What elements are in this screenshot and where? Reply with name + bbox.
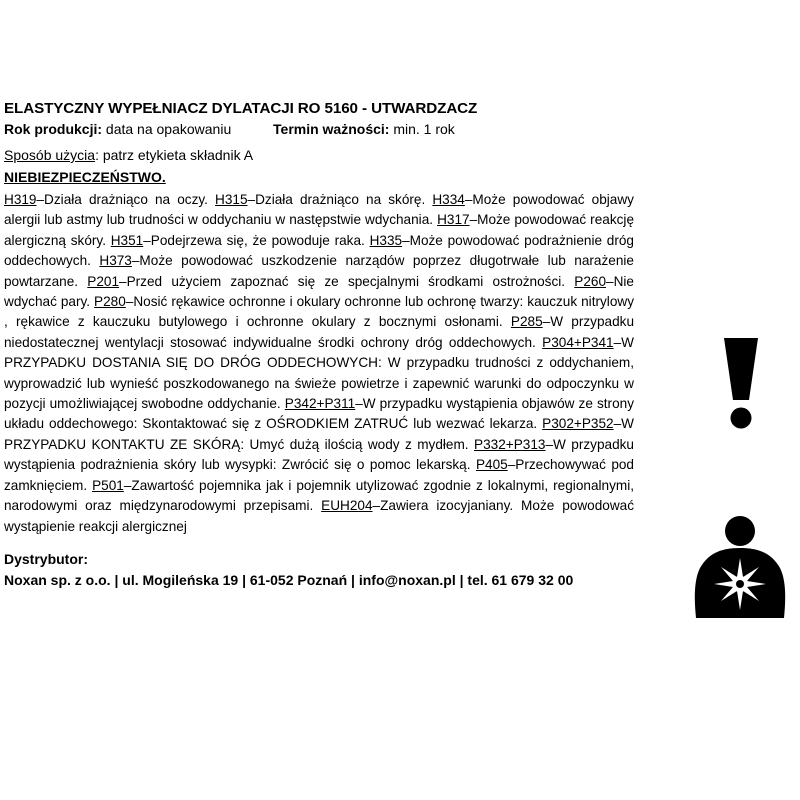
hazard-text: –Przed użyciem zapoznać się ze specjalnymi środkami ostrożności. [119, 273, 575, 289]
production-value: data na opakowaniu [105, 121, 232, 137]
hazard-text: –Może powodować objawy alergii lub astmy lub trudności w oddychaniu w następstwie wdychania. [4, 192, 634, 228]
hazard-statements [4, 190, 634, 537]
hazard-text: –W przypadku wystąpienia objawów ze strony układu oddechowego: Skontaktować się z OŚRODKIEM ZATRUĆ lub wezwać lekarza. [4, 396, 634, 432]
hazard-code: P201 [87, 273, 120, 289]
hazard-text: –Działa drażniąco na skórę. [247, 192, 433, 207]
distributor-label: Dystrybutor: [4, 550, 89, 567]
hazard-heading: NIEBIEZPIECZEŃSTWO. [4, 169, 166, 185]
hazard-text: –Może powodować uszkodzenie narządów poprzez długotrwałe lub narażenie powtarzane. [4, 253, 634, 289]
hazard-code: P501 [92, 477, 124, 493]
health-hazard-icon [690, 514, 790, 622]
hazard-text: –Zawartość pojemnika jak i pojemnik utylizować zgodnie z lokalnymi, regionalnymi, narodowymi oraz międzynarodowymi przepisami. [4, 477, 634, 514]
production-label: Rok produkcji: [4, 121, 103, 137]
hazard-text: –Nie wdychać pary. [4, 273, 634, 310]
hazard-text: –Nosić rękawice ochronne i okulary ochronne lub ochronę twarzy: kauczuk nitrylowy , rękawice z kauczuku butylowego i ochronne okulary z bocznymi osłonami. [4, 294, 634, 330]
hazard-text: –Przechowywać pod zamknięciem. [4, 457, 634, 493]
hazard-text: –Działa drażniąco na oczy. [36, 192, 216, 207]
hazard-code: H317 [437, 212, 470, 228]
hazard-code: P280 [94, 294, 126, 310]
hazard-text: –W PRZYPADKU KONTAKTU ZE SKÓRĄ: Umyć dużą ilością wody z mydłem. [4, 416, 634, 452]
hazard-code: P260 [574, 273, 607, 289]
hazard-text: –Może powodować reakcję alergiczną skóry. [4, 212, 635, 248]
usage-value: : patrz etykieta składnik A [95, 147, 254, 163]
product-label [4, 100, 634, 588]
hazard-code: EUH204 [321, 498, 373, 514]
usage-line [4, 147, 634, 163]
hazard-code: H319 [4, 192, 37, 207]
hazard-text: –Zawiera izocyjaniany. Może powodować wystąpienie reakcji alergicznej [4, 498, 634, 534]
hazard-code: P405 [475, 457, 508, 473]
hazard-code: P304+P341 [542, 334, 614, 350]
hazard-text: –Może powodować podrażnienie dróg oddechowych. [4, 232, 634, 269]
hazard-code: H351 [110, 232, 144, 248]
hazard-code: P285 [510, 314, 543, 330]
hazard-code: P332+P313 [474, 436, 546, 452]
hazard-code: P342+P311 [284, 396, 356, 412]
hazard-code: H334 [432, 192, 465, 207]
hazard-code: H315 [215, 192, 248, 207]
hazard-text: –W PRZYPADKU DOSTANIA SIĘ DO DRÓG ODDECHOWYCH: W przypadku trudności z oddychaniem, wyprowadzić lub wynieść poszkodowanego na świeże powietrze i zapewnić warunki do odpoczynku w pozycji umożliwiającej swobodne oddychanie. [4, 334, 634, 412]
hazard-code: P302+P352 [542, 416, 614, 432]
exclamation-mark-icon [718, 336, 764, 432]
hazard-text: –W przypadku niedostatecznej wentylacji stosować indywidualne środki ochrony dróg oddechowych. [4, 314, 634, 350]
hazard-text: –Podejrzewa się, że powoduje raka. [143, 232, 370, 248]
product-meta [4, 121, 634, 137]
distributor-details: Noxan sp. z o.o. | ul. Mogileńska 19 | 61-052 Poznań | info@noxan.pl | tel. 61 679 32 00 [4, 571, 574, 588]
hazard-text: –W przypadku wystąpienia podrażnienia skóry lub wysypki: Zwrócić się o pomoc lekarską. [4, 436, 634, 473]
hazard-code: H335 [369, 232, 403, 248]
hazard-code: H373 [99, 253, 132, 269]
product-title: ELASTYCZNY WYPEŁNIACZ DYLATACJI RO 5160 - UTWARDZACZ [4, 100, 478, 117]
expiry-label: Termin ważności: [273, 121, 390, 137]
expiry-value: min. 1 rok [393, 121, 455, 137]
usage-label: Sposób użycia [4, 147, 96, 163]
